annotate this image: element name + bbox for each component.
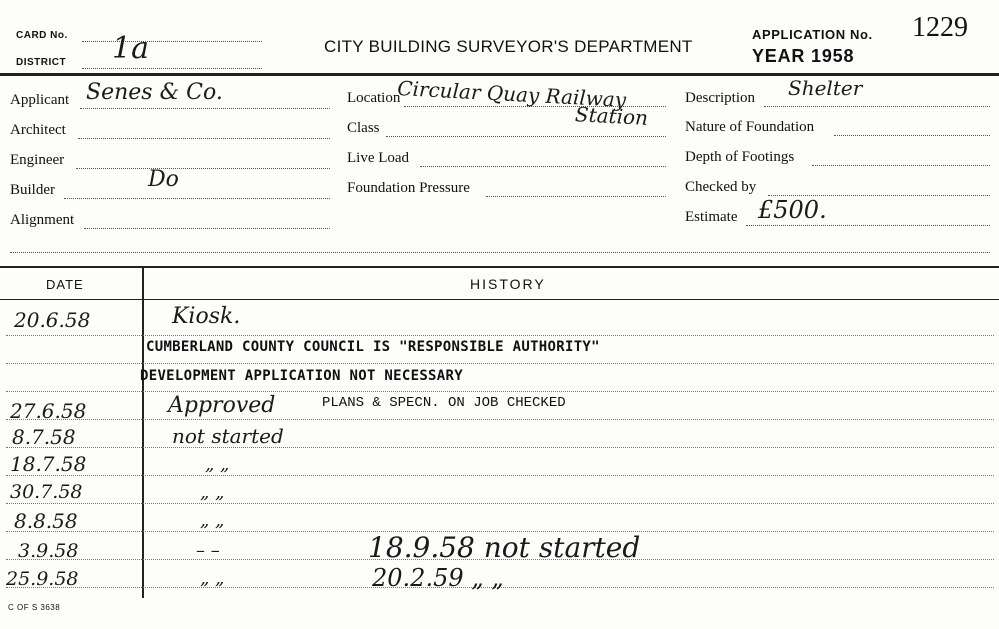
class-label: Class — [347, 120, 380, 136]
class-line — [386, 136, 666, 137]
application-label: APPLICATION No. — [752, 27, 873, 42]
applicant-label: Applicant — [10, 92, 70, 108]
card-no-label: CARD No. — [16, 30, 68, 41]
history-entry: „ „ — [200, 568, 225, 589]
nature-of-foundation-line — [834, 135, 990, 136]
card-no-line — [82, 41, 262, 42]
rule-line — [6, 363, 994, 364]
history-date: 20.6.58 — [14, 308, 91, 332]
history-date: 18.7.58 — [10, 452, 87, 476]
department-title: CITY BUILDING SURVEYOR'S DEPARTMENT — [324, 37, 693, 56]
description-line — [764, 106, 990, 107]
location-label: Location — [347, 90, 401, 106]
live-load-line — [420, 166, 666, 167]
history-entry-extra: 20.2.59 „ „ — [372, 564, 504, 592]
history-entry: not started — [172, 424, 284, 448]
history-stamp-authority: CUMBERLAND COUNTY COUNCIL IS "RESPONSIBLE AUTHORITY" — [146, 339, 600, 355]
application-number: 1229 — [912, 12, 968, 43]
rule-line — [6, 391, 994, 392]
history-date: 27.6.58 — [10, 399, 87, 423]
description-label: Description — [685, 90, 755, 106]
alignment-line — [84, 228, 330, 229]
builder-value: Do — [148, 167, 179, 192]
rule-line — [6, 447, 994, 448]
history-date: 30.7.58 — [10, 481, 83, 503]
checked-by-label: Checked by — [685, 179, 757, 195]
history-entry: – – — [196, 540, 220, 561]
history-stamp-development: DEVELOPMENT APPLICATION NOT NECESSARY — [140, 368, 463, 384]
rule-line — [6, 419, 994, 420]
engineer-label: Engineer — [10, 152, 65, 168]
estimate-line — [746, 225, 990, 226]
history-entry: „ „ — [200, 482, 225, 503]
year-label: YEAR 1958 — [752, 46, 855, 66]
builder-label: Builder — [10, 182, 55, 198]
date-column-header: DATE — [46, 277, 84, 292]
architect-label: Architect — [10, 122, 66, 138]
history-entry: Kiosk. — [172, 304, 241, 329]
location-value-line1: Circular Quay Railway — [396, 76, 627, 112]
live-load-label: Live Load — [347, 150, 410, 166]
builder-line — [64, 198, 330, 199]
depth-of-footings-label: Depth of Footings — [685, 149, 795, 165]
history-date: 25.9.58 — [6, 568, 79, 590]
estimate-value: £500. — [758, 196, 827, 224]
history-header-rule — [0, 299, 999, 300]
district-label: DISTRICT — [16, 57, 67, 68]
district-value: 1a — [112, 31, 149, 66]
alignment-label: Alignment — [10, 212, 75, 228]
rule-line — [6, 503, 994, 504]
history-date: 3.9.58 — [18, 540, 79, 562]
rule-line — [6, 475, 994, 476]
history-top-rule — [0, 266, 999, 268]
estimate-label: Estimate — [685, 209, 738, 225]
applicant-value: Senes & Co. — [86, 80, 223, 105]
location-value-line2: Station — [574, 102, 649, 130]
history-entry: Approved — [168, 393, 276, 418]
architect-line — [78, 138, 330, 139]
nature-of-foundation-label: Nature of Foundation — [685, 119, 815, 135]
history-column-header: HISTORY — [470, 276, 546, 292]
history-date: 8.8.58 — [14, 509, 78, 533]
rule-line — [6, 335, 994, 336]
district-line — [82, 68, 262, 69]
fields-bottom-line — [10, 252, 990, 253]
history-entry-extra: 18.9.58 not started — [368, 531, 641, 564]
history-date: 8.7.58 — [12, 425, 76, 449]
foundation-pressure-label: Foundation Pressure — [347, 180, 470, 196]
depth-of-footings-line — [812, 165, 990, 166]
history-entry-typed: PLANS & SPECN. ON JOB CHECKED — [322, 395, 566, 411]
date-column-divider — [142, 268, 144, 598]
foundation-pressure-line — [486, 196, 666, 197]
history-entry: „ „ — [205, 454, 230, 475]
description-value: Shelter — [788, 76, 863, 100]
history-entry: „ „ — [200, 510, 225, 531]
applicant-line — [80, 108, 330, 109]
form-code: C OF S 3638 — [8, 603, 61, 612]
engineer-line — [76, 168, 330, 169]
